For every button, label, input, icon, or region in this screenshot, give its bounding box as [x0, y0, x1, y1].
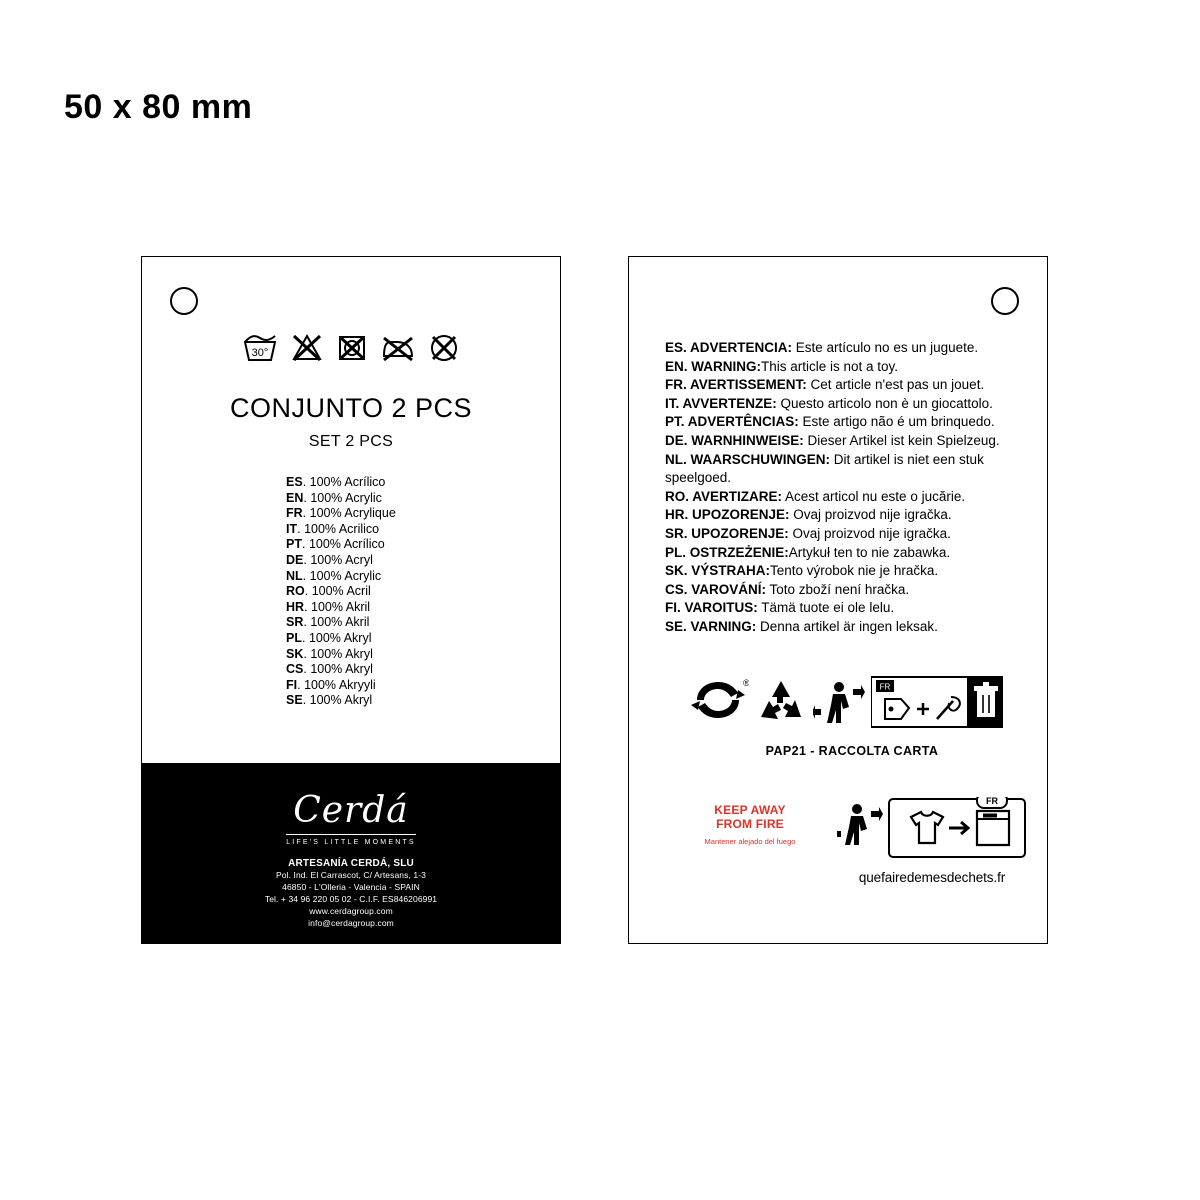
brand-website: www.cerdagroup.com [309, 906, 393, 916]
composition-row: IT. 100% Acrilico [286, 521, 380, 536]
warning-text: Este artículo no es un juguete. [792, 340, 979, 355]
back-label-card [628, 256, 1048, 944]
warning-lang: IT. AVVERTENZE: [665, 395, 777, 411]
warning-lang: PT. ADVERTÊNCIAS: [665, 414, 799, 430]
triman-textile-bin-icon [837, 797, 1027, 863]
warning-text: Ovaj proizvod nije igračka. [788, 525, 951, 541]
composition-row: PL. 100% Akryl [286, 630, 372, 645]
brand-address-line-1: Pol. Ind. El Carrascot, C/ Artesans, 1-3 [276, 870, 426, 880]
composition-lang: NL [286, 568, 303, 583]
warning-lang: NL. WAARSCHUWINGEN: [665, 451, 830, 467]
composition-value: 100% Acrylic [310, 490, 382, 505]
front-label-card [141, 256, 561, 944]
warning-text: Dieser Artikel ist kein Spielzeug. [803, 432, 1000, 448]
composition-value: 100% Akryl [310, 662, 373, 677]
warnings-list [665, 339, 1023, 637]
recycling-block [687, 675, 1027, 758]
warning-row [665, 618, 1023, 637]
warning-row [665, 525, 1023, 544]
brand-email: info@cerdagroup.com [308, 918, 394, 928]
composition-value: 100% Akryl [310, 646, 373, 661]
composition-row: ES. 100% Acrílico [286, 475, 386, 489]
warning-row [665, 599, 1023, 618]
size-label: 50 x 80 mm [64, 88, 253, 126]
pap-caption: PAP21 - RACCOLTA CARTA [765, 744, 939, 758]
warning-text: Este artigo não é um brinquedo. [798, 414, 995, 430]
triman-block [827, 797, 1037, 885]
warning-lang: CS. VAROVÁNÍ: [665, 581, 767, 597]
warning-text: Questo articolo non è un giocattolo. [776, 395, 993, 411]
mobius-loop-recycle-icon [755, 677, 807, 732]
warning-text: Cet article n'est pas un jouet. [806, 377, 985, 393]
warning-text: Denna artikel är ingen leksak. [756, 618, 938, 634]
svg-text:®: ® [743, 678, 749, 688]
composition-lang: ES [286, 475, 303, 489]
green-dot-icon [687, 676, 749, 733]
warning-lang: SK. VÝSTRAHA: [665, 563, 771, 579]
composition-value: 100% Akryl [308, 630, 372, 645]
warning-row [665, 506, 1023, 525]
composition-value: 100% Akril [310, 615, 370, 630]
warning-lang: SR. UPOZORENJE: [665, 525, 789, 541]
composition-value: 100% Acrylic [309, 568, 382, 583]
composition-lang: CS [286, 662, 304, 677]
do-not-dry-clean-icon [429, 333, 459, 363]
composition-lang: HR [286, 599, 305, 614]
svg-text:FR: FR [986, 797, 998, 806]
brand-address-line-2: 46850 - L'Olleria - Valencia - SPAIN [282, 882, 420, 892]
warning-lang: DE. WARNHINWEISE: [665, 432, 804, 448]
brand-footer [142, 763, 560, 943]
composition-lang: EN [286, 490, 304, 505]
composition-lang: IT [286, 521, 298, 536]
warning-text: Artykuł ten to nie zabawka. [788, 544, 951, 560]
fire-warning-block [685, 803, 815, 847]
care-symbols-row [142, 333, 560, 363]
composition-row: RO. 100% Acril [286, 584, 371, 599]
warning-text: Ovaj proizvod nije igračka. [789, 507, 952, 523]
warning-lang: ES. ADVERTENCIA: [665, 340, 793, 355]
warning-row [665, 395, 1023, 414]
warning-lang: HR. UPOZORENJE: [665, 507, 790, 523]
triman-sorting-icon [813, 677, 865, 732]
warning-text: Acest articol nu este o jucărie. [782, 488, 966, 504]
composition-row: EN. 100% Acrylic [286, 490, 382, 505]
composition-row: SR. 100% Akril [286, 615, 370, 630]
composition-value: 100% Akril [311, 599, 371, 614]
composition-value: 100% Acryl [310, 552, 373, 567]
warning-text: Dit artikel is niet een stuk speelgoed. [665, 451, 984, 486]
composition-value: 100% Acrílico [308, 537, 385, 552]
composition-lang: PT [286, 537, 302, 552]
warning-text: Toto zboží není hračka. [766, 581, 910, 597]
warning-text: This article is not a toy. [761, 358, 899, 374]
fire-warning-line-2: FROM FIRE [716, 817, 784, 831]
do-not-tumble-dry-icon [337, 333, 367, 363]
composition-list [142, 475, 560, 709]
triman-url: quefairedemesdechets.fr [858, 870, 1006, 885]
composition-lang: FR [286, 506, 303, 521]
warning-text: Tento výrobok nie je hračka. [770, 563, 939, 579]
warning-row [665, 339, 1023, 358]
wash-30-icon [243, 333, 277, 363]
fire-warning-line-1: KEEP AWAY [714, 803, 786, 817]
warning-row [665, 544, 1023, 563]
brand-logo: Cerdá [293, 790, 409, 831]
product-title: CONJUNTO 2 PCS [229, 393, 473, 423]
composition-lang: RO [286, 584, 305, 599]
composition-value: 100% Akryyli [304, 677, 376, 692]
warning-row [665, 451, 1023, 488]
fr-bin-sorting-icon [871, 675, 1003, 734]
do-not-bleach-icon [291, 333, 323, 363]
warning-lang: PL. OSTRZEŻENIE: [665, 544, 789, 560]
composition-lang: FI [286, 677, 298, 692]
warning-lang: EN. WARNING: [665, 358, 761, 374]
composition-lang: DE [286, 552, 304, 567]
composition-lang: SR [286, 615, 304, 630]
warning-lang: FI. VAROITUS: [665, 600, 758, 616]
composition-row: HR. 100% Akril [286, 599, 371, 614]
brand-company-name: ARTESANÍA CERDÁ, SLU [288, 858, 414, 869]
warning-row [665, 376, 1023, 395]
product-subtitle: SET 2 PCS [308, 433, 394, 450]
composition-lang: SE [286, 693, 303, 708]
warning-row [665, 413, 1023, 432]
warning-lang: RO. AVERTIZARE: [665, 488, 782, 504]
composition-value: 100% Akryl [309, 693, 373, 708]
composition-row: SK. 100% Akryl [286, 646, 373, 661]
warning-row [665, 488, 1023, 507]
composition-row: CS. 100% Akryl [286, 662, 373, 677]
warning-row [665, 358, 1023, 377]
warning-row [665, 562, 1023, 581]
brand-contact-line: Tel. + 34 96 220 05 02 - C.I.F. ES846206991 [264, 894, 438, 904]
composition-lang: SK [286, 646, 304, 661]
composition-row: SE. 100% Akryl [286, 693, 373, 708]
composition-value: 100% Acrílico [309, 475, 386, 489]
composition-row: PT. 100% Acrílico [286, 537, 385, 552]
punch-hole-icon [170, 287, 198, 315]
composition-value: 100% Acrilico [304, 521, 380, 536]
warning-row [665, 581, 1023, 600]
composition-row: FR. 100% Acrylique [286, 506, 396, 521]
warning-lang: SE. VARNING: [665, 618, 757, 634]
composition-row: DE. 100% Acryl [286, 552, 373, 567]
recycling-icons-row [687, 675, 1027, 734]
composition-lang: PL [286, 630, 302, 645]
brand-tagline: LIFE'S LITTLE MOMENTS [286, 834, 416, 846]
composition-row: NL. 100% Acrylic [286, 568, 382, 583]
svg-text:FR: FR [879, 682, 891, 692]
punch-hole-icon [991, 287, 1019, 315]
composition-value: 100% Acril [311, 584, 371, 599]
composition-row: FI. 100% Akryyli [286, 677, 376, 692]
svg-text:30°: 30° [251, 347, 269, 359]
do-not-iron-icon [381, 333, 415, 363]
fire-warning-translation: Mantener alejado del fuego [704, 837, 796, 846]
composition-value: 100% Acrylique [309, 506, 396, 521]
warning-text: Tämä tuote ei ole lelu. [757, 600, 895, 616]
warning-lang: FR. AVERTISSEMENT: [665, 377, 807, 393]
warning-row [665, 432, 1023, 451]
